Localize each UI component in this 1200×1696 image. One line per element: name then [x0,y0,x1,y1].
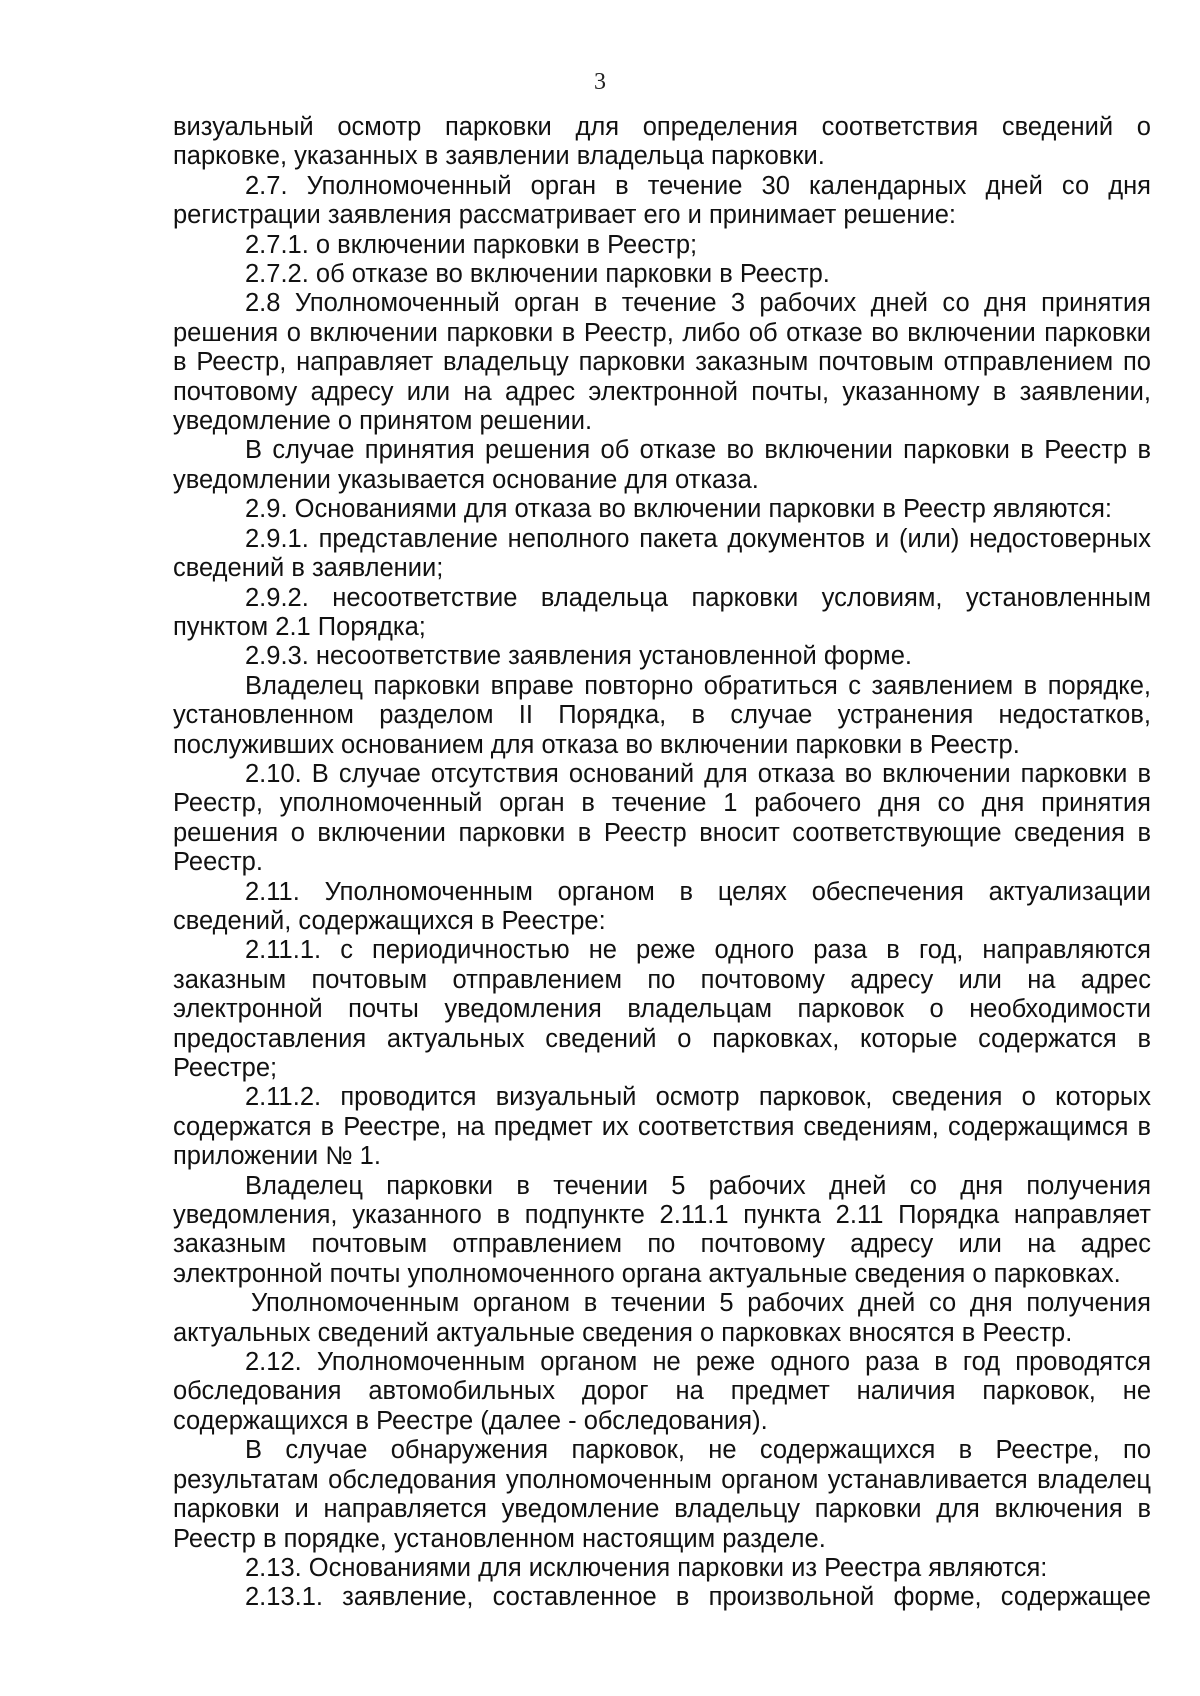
paragraph-2-7-2: 2.7.2. об отказе во включении парковки в Реестр. [245,260,830,289]
paragraph-reapply: Владелец парковки вправе повторно обратиться с заявлением в порядке, установленном разделом II Порядка, в случае устранения недостатков, послуживших основанием для отказа во включении парковки в Реестр. [173,671,1151,759]
paragraph-registry-update: Уполномоченным органом в течении 5 рабочих дней со дня получения актуальных сведений актуальные сведения о парковках вносятся в Реестр. [173,1289,1151,1347]
paragraph-refusal-notice: В случае принятия решения об отказе во включении парковки в Реестр в уведомлении указывается основание для отказа. [173,436,1151,494]
paragraph-2-10: 2.10. В случае отсутствия оснований для отказа во включении парковки в Реестр, уполномоченный орган в течение 1 рабочего дня со дня принятия решения о включении парковки в Реестр вносит соответствующие сведения в Реестр. [173,759,1151,877]
paragraph-2-12: 2.12. Уполномоченным органом не реже одного раза в год проводятся обследования автомобильных дорог на предмет наличия парковок, не содержащихся в Реестре (далее - обследования). [173,1348,1151,1435]
paragraph-continuation: визуальный осмотр парковки для определения соответствия сведений о парковке, указанных в заявлении владельца парковки. [173,113,1151,171]
paragraph-2-11: 2.11. Уполномоченным органом в целях обеспечения актуализации сведений, содержащихся в Реестре: [173,877,1151,935]
paragraph-2-11-2: 2.11.2. проводится визуальный осмотр парковок, сведения о которых содержатся в Реестре, на предмет их соответствия сведениям, содержащимся в приложении № 1. [173,1083,1151,1171]
paragraph-2-11-1: 2.11.1. с периодичностью не реже одного раза в год, направляются заказным почтовым отправлением по почтовому адресу или на адрес электронной почты уведомления владельцам парковок о необходимости предоставления актуальных сведений о парковках, которые содержатся в Реестре; [173,936,1151,1082]
paragraph-2-9-1: 2.9.1. представление неполного пакета документов и (или) недостоверных сведений в заявлении; [173,524,1151,583]
paragraph-2-9-2: 2.9.2. несоответствие владельца парковки условиям, установленным пунктом 2.1 Порядка; [173,583,1151,641]
paragraph-2-9: 2.9. Основаниями для отказа во включении парковки в Реестр являются: [245,495,1112,524]
paragraph-2-13-1: 2.13.1. заявление, составленное в произвольной форме, содержащее [245,1583,1151,1612]
paragraph-detection: В случае обнаружения парковок, не содержащихся в Реестре, по результатам обследования уполномоченным органом устанавливается владелец парковки и направляется уведомление владельцу парковки для включения в Реестр в порядке, установленном настоящим разделе. [173,1436,1151,1553]
paragraph-2-8: 2.8 Уполномоченный орган в течение 3 рабочих дней со дня принятия решения о включении парковки в Реестр, либо об отказе во включении парковки в Реестр, направляет владельцу парковки заказным почтовым отправлением по почтовому адресу или на адрес электронной почты, указанному в заявлении, уведомление о принятом решении. [173,289,1151,436]
paragraph-2-7: 2.7. Уполномоченный орган в течение 30 календарных дней со дня регистрации заявления рассматривает его и принимает решение: [173,171,1151,230]
paragraph-2-7-1: 2.7.1. о включении парковки в Реестр; [245,230,698,259]
paragraph-owner-update: Владелец парковки в течении 5 рабочих дней со дня получения уведомления, указанного в подпункте 2.11.1 пункта 2.11 Порядка направляет заказным почтовым отправлением по почтовому адресу или на адрес электронной почты уполномоченного органа актуальные сведения о парковках. [173,1171,1151,1288]
document-body [173,113,1151,1613]
page-number: 3 [594,69,606,95]
paragraph-2-9-3: 2.9.3. несоответствие заявления установленной форме. [245,642,912,671]
paragraph-2-13: 2.13. Основаниями для исключения парковки из Реестра являются: [245,1553,1048,1582]
